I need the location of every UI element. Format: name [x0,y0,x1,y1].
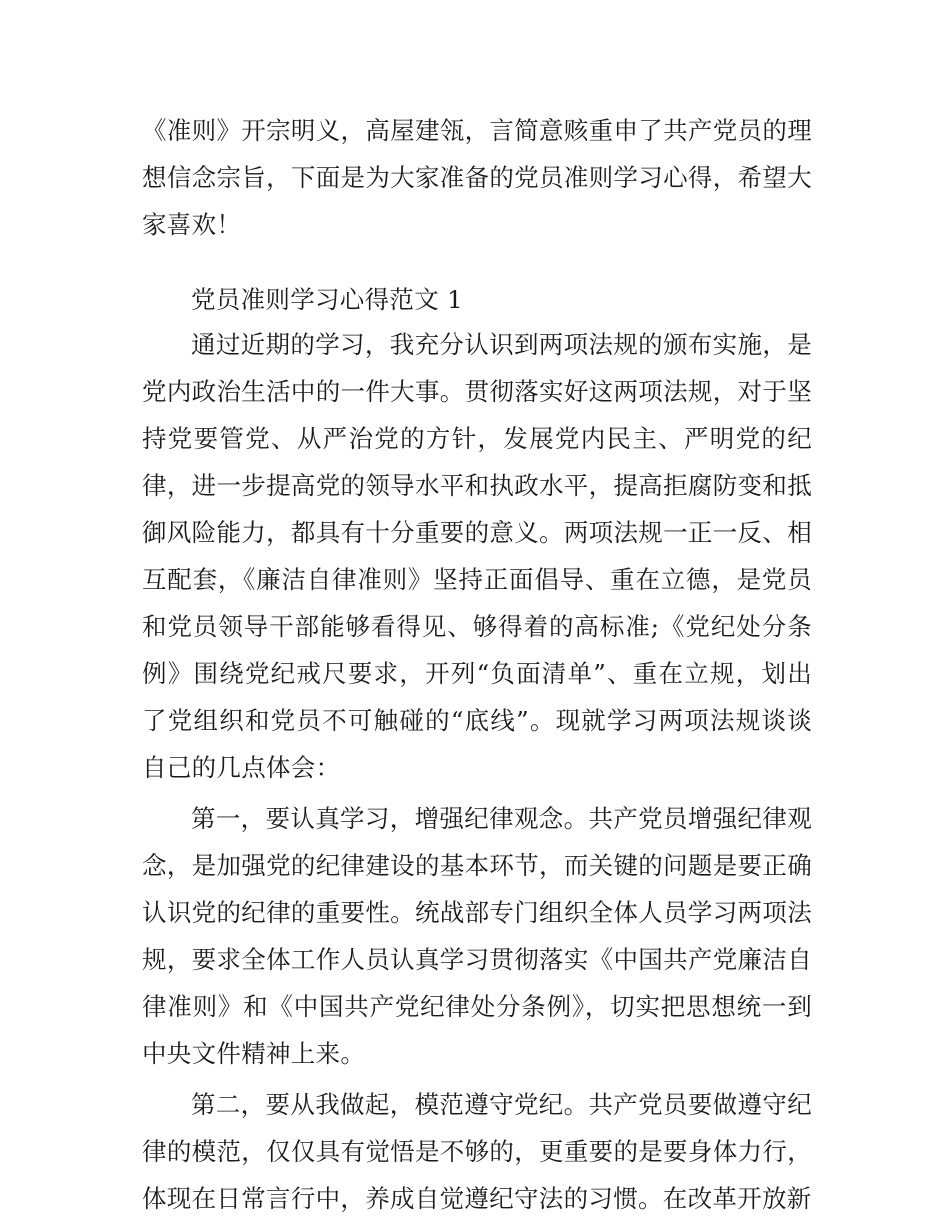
intro-paragraph: 《准则》开宗明义，高屋建瓴，言简意赅重申了共产党员的理想信念宗旨，下面是为大家准备的党员准则学习心得，希望大家喜欢！ [142,116,812,239]
intro-text-block [142,107,812,248]
body-text-block [142,278,812,1222]
paragraph-3: 第二，要从我做起，模范遵守党纪。共产党员要做遵守纪律的模范，仅仅具有觉悟是不够的，更重要的是要身体力行，体现在日常言行中，养成自觉遵纪守法的习惯。在改革开放新 [142,1090,812,1213]
section-title: 党员准则学习心得范文 1 [191,285,463,314]
paragraph-2: 第一，要认真学习，增强纪律观念。共产党员增强纪律观念，是加强党的纪律建设的基本环节，而关键的问题是要正确认识党的纪律的重要性。统战部专门组织全体人员学习两项法规，要求全体工作人员认真学习贯彻落实《中国共产党廉洁自律准则》和《中国共产党纪律处分条例》，切实把思想统一到中央文件精神上来。 [142,804,812,1068]
paragraph-1: 通过近期的学习，我充分认识到两项法规的颁布实施，是党内政治生活中的一件大事。贯彻落实好这两项法规，对于坚持党要管党、从严治党的方针，发展党内民主、严明党的纪律，进一步提高党的领导水平和执政水平，提高拒腐防变和抵御风险能力，都具有十分重要的意义。两项法规一正一反、相互配套，《廉洁自律准则》坚持正面倡导、重在立德，是党员和党员领导干部能够看得见、够得着的高标准;《党纪处分条例》围绕党纪戒尺要求，开列“负面清单”、重在立规，划出了党组织和党员不可触碰的“底线”。现就学习两项法规谈谈自己的几点体会： [142,330,812,782]
